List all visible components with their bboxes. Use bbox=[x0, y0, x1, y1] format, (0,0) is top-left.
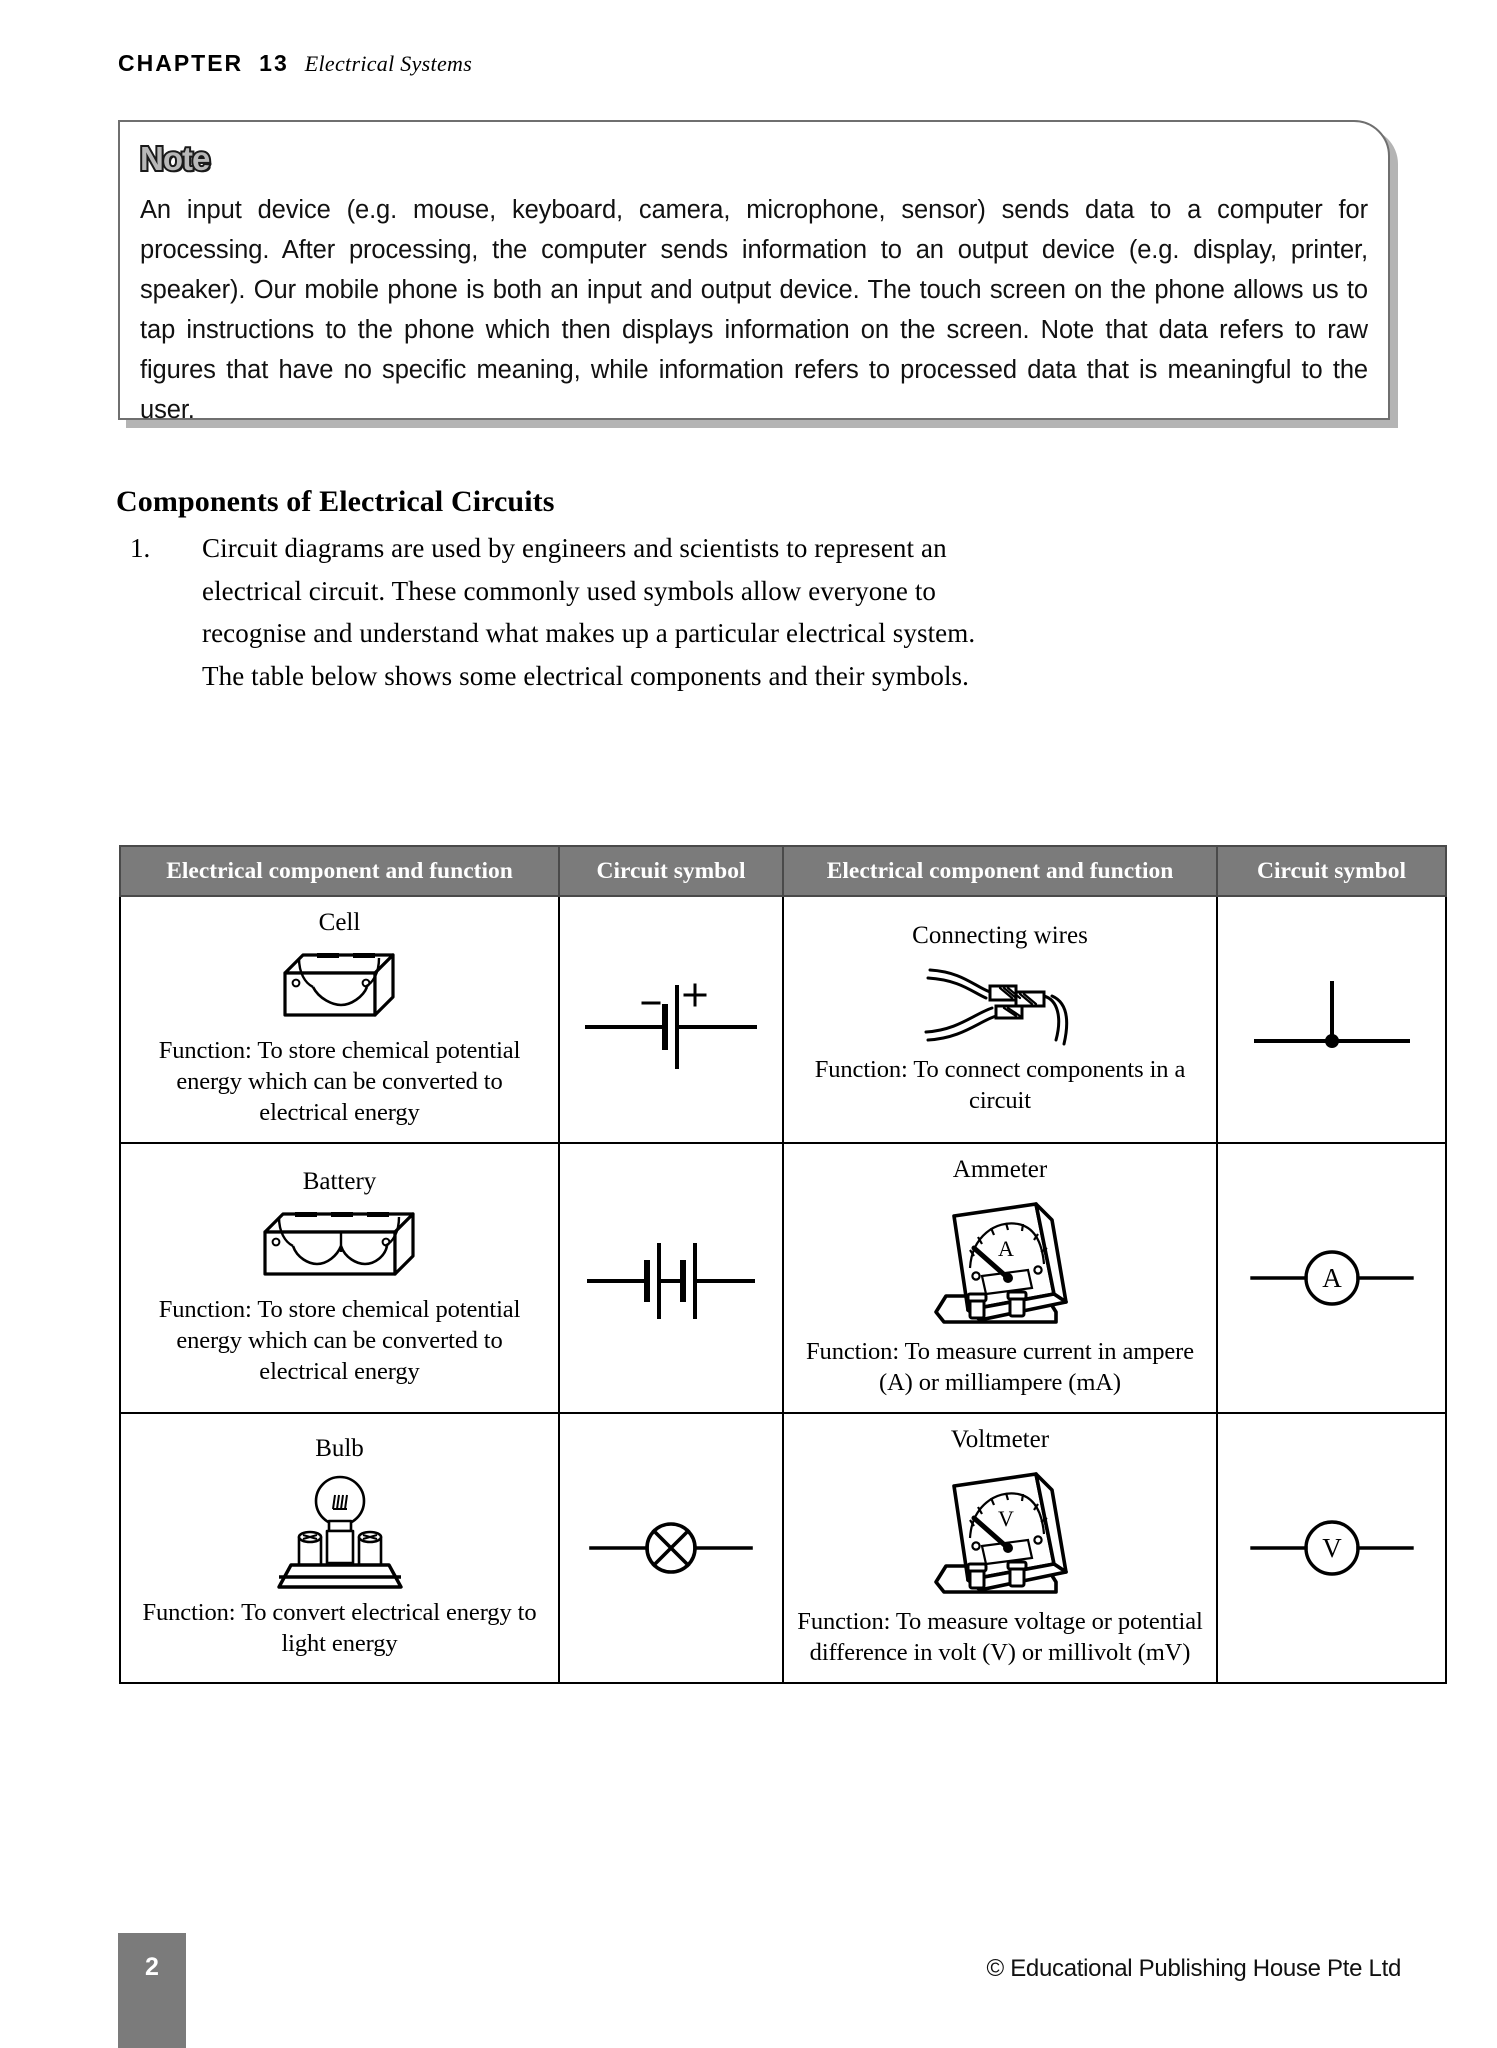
note-body-text: An input device (e.g. mouse, keyboard, camera, microphone, sensor) sends data to a computer for processing. After processing, the computer sends information to an output device (e.g. display, printer, speaker). Our mobile phone is both an input and output device. The touch screen on the phone allows us to tap instructions to the phone which then displays information on the screen. Note that data refers to raw figures that have no specific meaning, while information refers to processed data that is meaningful to the user. bbox=[140, 196, 1368, 424]
cell-component-cell bbox=[120, 896, 559, 1143]
note-label: Note bbox=[140, 140, 210, 177]
component-name: Voltmeter bbox=[950, 1426, 1050, 1453]
connecting-wires-photo-icon bbox=[912, 956, 1088, 1048]
cell-symbol-cell bbox=[559, 896, 783, 1143]
cell-symbol-voltmeter bbox=[1217, 1413, 1446, 1683]
cell-symbol-battery bbox=[559, 1143, 783, 1413]
col-header-component-2: Electrical component and function bbox=[783, 846, 1217, 896]
page-number-tab bbox=[118, 1933, 186, 2048]
component-name: Cell bbox=[318, 909, 361, 936]
table-header-row bbox=[120, 846, 1446, 896]
chapter-title: Electrical Systems bbox=[304, 51, 473, 76]
cell-component-voltmeter bbox=[783, 1413, 1217, 1683]
cell-symbol-icon bbox=[560, 965, 782, 1075]
bulb-photo-icon bbox=[265, 1469, 415, 1591]
voltmeter-symbol-icon bbox=[1218, 1493, 1445, 1603]
component-name: Bulb bbox=[315, 1435, 364, 1462]
chapter-number: 13 bbox=[259, 50, 289, 76]
page-number: 2 bbox=[145, 1953, 159, 1981]
component-function: Function: To store chemical potential energy which can be converted to electrical energy bbox=[158, 1037, 521, 1126]
meter-face-label: A bbox=[998, 1236, 1014, 1261]
junction-symbol-icon bbox=[1218, 965, 1445, 1075]
table-row bbox=[120, 1413, 1446, 1683]
col-header-component-1: Electrical component and function bbox=[120, 846, 559, 896]
voltmeter-photo-icon bbox=[924, 1460, 1076, 1600]
cell-photo-icon bbox=[275, 943, 405, 1029]
symbol-label: V bbox=[1321, 1533, 1342, 1563]
component-function: Function: To store chemical potential energy which can be converted to electrical energy bbox=[158, 1295, 521, 1385]
component-function: Function: To measure voltage or potential difference in volt (V) or millivolt (mV) bbox=[797, 1608, 1203, 1666]
meter-face-label: V bbox=[998, 1506, 1014, 1531]
copyright-line: © Educational Publishing House Pte Ltd bbox=[986, 1955, 1401, 1982]
item-text: Circuit diagrams are used by engineers and scientists to represent an electrical circuit. These commonly used symbols allow everyone to recognise and understand what makes up a particular electrical system. The table below shows some electrical components and their symbols. bbox=[202, 533, 976, 691]
cell-component-connecting-wires bbox=[783, 896, 1217, 1143]
cell-component-ammeter bbox=[783, 1143, 1217, 1413]
ammeter-symbol-icon bbox=[1218, 1223, 1445, 1333]
cell-symbol-ammeter bbox=[1217, 1143, 1446, 1413]
table-row bbox=[120, 1143, 1446, 1413]
col-header-symbol-1: Circuit symbol bbox=[559, 846, 783, 896]
component-name: Ammeter bbox=[952, 1156, 1048, 1183]
component-function: Function: To convert electrical energy to light energy bbox=[142, 1599, 537, 1657]
components-table bbox=[119, 845, 1447, 1684]
component-function: Function: To measure current in ampere (A) or milliampere (mA) bbox=[806, 1338, 1194, 1396]
cell-component-battery bbox=[120, 1143, 559, 1413]
table-row bbox=[120, 896, 1446, 1143]
cell-component-bulb bbox=[120, 1413, 559, 1683]
component-name: Battery bbox=[302, 1167, 377, 1195]
col-header-symbol-2: Circuit symbol bbox=[1217, 846, 1446, 896]
symbol-label: A bbox=[1321, 1263, 1342, 1293]
cell-symbol-bulb bbox=[559, 1413, 783, 1683]
section-heading: Components of Electrical Circuits bbox=[116, 485, 555, 518]
numbered-item bbox=[130, 527, 1000, 697]
running-head bbox=[118, 50, 472, 77]
cell-symbol-junction bbox=[1217, 896, 1446, 1143]
component-name: Connecting wires bbox=[912, 921, 1088, 949]
bulb-symbol-icon bbox=[560, 1493, 782, 1603]
ammeter-photo-icon bbox=[924, 1190, 1076, 1330]
component-function: Function: To connect components in a circuit bbox=[814, 1055, 1186, 1114]
item-number: 1. bbox=[130, 533, 151, 563]
battery-symbol-icon bbox=[560, 1223, 782, 1333]
battery-photo-icon bbox=[255, 1202, 425, 1288]
chapter-word: CHAPTER bbox=[118, 50, 244, 76]
